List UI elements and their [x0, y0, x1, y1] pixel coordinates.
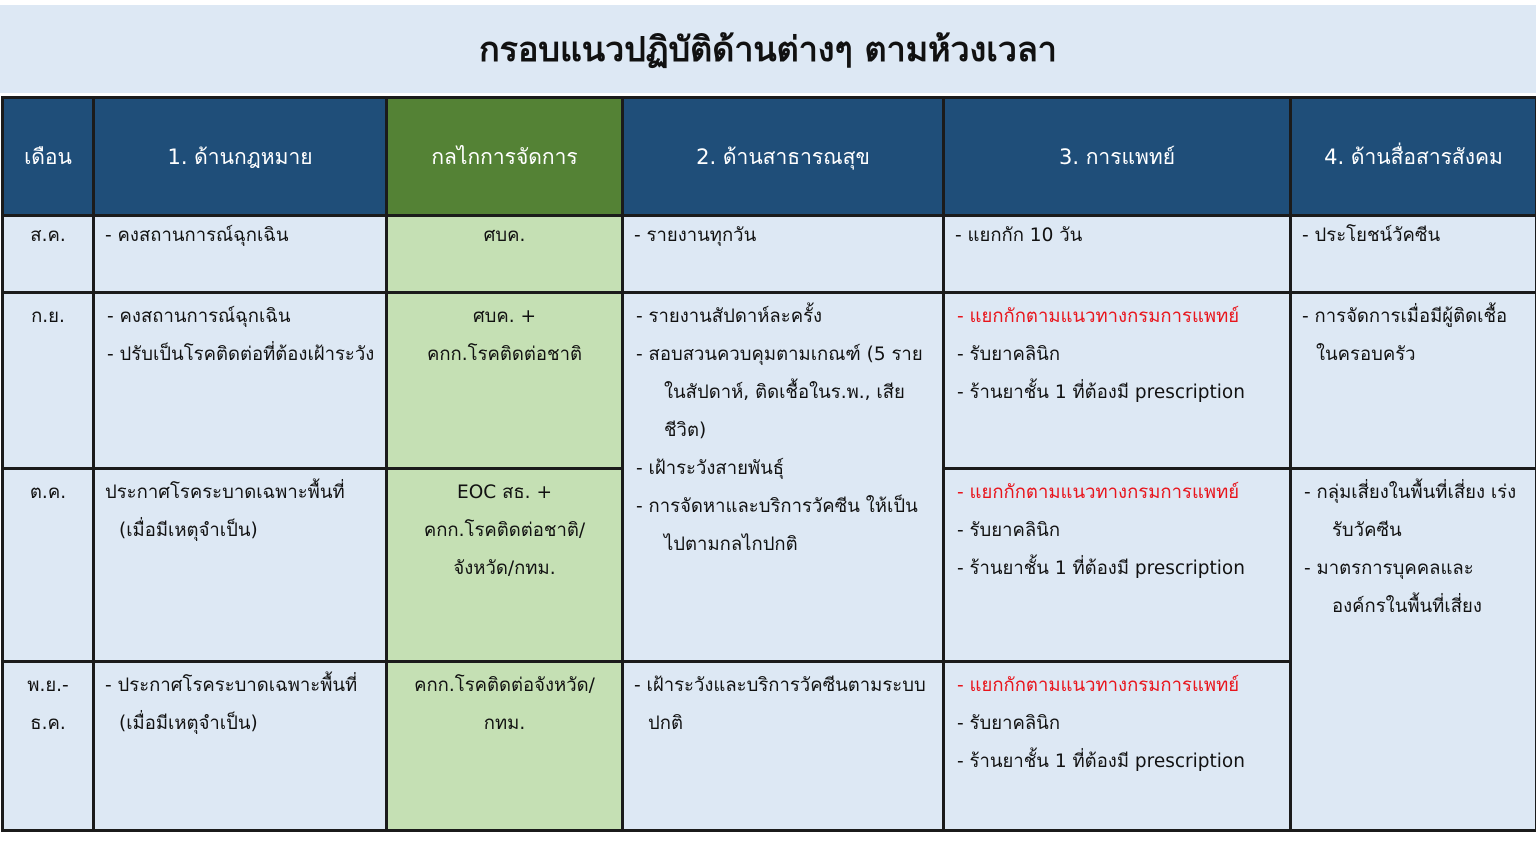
- public-health-item: - การจัดหาและบริการวัคซีน ให้เป็นไปตามกลไกปกติ: [636, 496, 918, 555]
- social-item: - ประโยชน์วัคซีน: [1302, 225, 1441, 246]
- public-health-cell: [623, 662, 944, 831]
- social-item: - มาตรการบุคคลและองค์กรในพื้นที่เสี่ยง: [1304, 558, 1482, 617]
- legal-cell: [94, 216, 387, 293]
- medical-cell: [944, 216, 1291, 293]
- public-health-item: - เฝ้าระวังและบริการวัคซีนตามระบบปกติ: [634, 675, 926, 734]
- month-cell: ส.ค.: [3, 216, 94, 293]
- medical-item: - รับยาคลินิก: [957, 520, 1061, 541]
- header-row: [3, 98, 1536, 216]
- month-cell: ก.ย.: [3, 293, 94, 469]
- header-mechanism: กลไกการจัดการ: [387, 98, 623, 216]
- public-health-item: - เฝ้าระวังสายพันธุ์: [636, 458, 785, 479]
- mechanism-cell: [387, 293, 623, 469]
- header-public-health: 2. ด้านสาธารณสุข: [623, 98, 944, 216]
- social-cell: [1291, 293, 1536, 469]
- header-social: 4. ด้านสื่อสารสังคม: [1291, 98, 1536, 216]
- header-medical: 3. การแพทย์: [944, 98, 1291, 216]
- legal-item: - คงสถานการณ์ฉุกเฉิน: [107, 306, 291, 327]
- header-legal: 1. ด้านกฎหมาย: [94, 98, 387, 216]
- legal-cell: [94, 662, 387, 831]
- table-row: [3, 293, 1536, 469]
- timeline-table: [1, 96, 1536, 832]
- social-item: - กลุ่มเสี่ยงในพื้นที่เสี่ยง เร่งรับวัคซีน: [1304, 482, 1517, 541]
- medical-item-highlight: - แยกกักตามแนวทางกรมการแพทย์: [957, 482, 1240, 503]
- public-health-item: - สอบสวนควบคุมตามเกณฑ์ (5 รายในสัปดาห์, ติดเชื้อในร.พ., เสียชีวิต): [636, 344, 923, 441]
- page-title: กรอบแนวปฏิบัติด้านต่างๆ ตามห้วงเวลา: [479, 30, 1057, 70]
- medical-item: - ร้านยาชั้น 1 ที่ต้องมี prescription: [957, 382, 1245, 403]
- mechanism-item: ศบค. +: [472, 306, 537, 327]
- medical-item-highlight: - แยกกักตามแนวทางกรมการแพทย์: [957, 306, 1240, 327]
- medical-item: - รับยาคลินิก: [957, 344, 1061, 365]
- mechanism-item: จังหวัด/กทม.: [453, 558, 556, 579]
- mechanism-cell: [387, 469, 623, 662]
- title-bar: [0, 5, 1536, 93]
- public-health-cell: [623, 216, 944, 293]
- table-row: [3, 216, 1536, 293]
- legal-item: ประกาศโรคระบาดเฉพาะพื้นที่ (เมื่อมีเหตุจำเป็น): [105, 482, 345, 541]
- public-health-item: - รายงานสัปดาห์ละครั้ง: [636, 306, 823, 327]
- medical-item: - แยกกัก 10 วัน: [955, 225, 1083, 246]
- medical-item: - รับยาคลินิก: [957, 713, 1061, 734]
- medical-item: - ร้านยาชั้น 1 ที่ต้องมี prescription: [957, 558, 1245, 579]
- legal-item: - ประกาศโรคระบาดเฉพาะพื้นที่ (เมื่อมีเหตุจำเป็น): [105, 675, 358, 734]
- medical-item-highlight: - แยกกักตามแนวทางกรมการแพทย์: [957, 675, 1240, 696]
- month-cell: พ.ย.-ธ.ค.: [3, 662, 94, 831]
- social-item: - การจัดการเมื่อมีผู้ติดเชื้อในครอบครัว: [1302, 306, 1508, 365]
- medical-cell: [944, 293, 1291, 469]
- mechanism-item: คกก.โรคติดต่อจังหวัด/: [414, 675, 595, 696]
- legal-item: - คงสถานการณ์ฉุกเฉิน: [105, 225, 289, 246]
- legal-cell: [94, 469, 387, 662]
- mechanism-item: ศบค.: [483, 225, 526, 246]
- header-month: เดือน: [3, 98, 94, 216]
- social-merged-cell: [1291, 469, 1536, 831]
- medical-item: - ร้านยาชั้น 1 ที่ต้องมี prescription: [957, 751, 1245, 772]
- legal-cell: [94, 293, 387, 469]
- mechanism-cell: [387, 662, 623, 831]
- mechanism-item: คกก.โรคติดต่อชาติ/: [423, 520, 586, 541]
- month-cell: ต.ค.: [3, 469, 94, 662]
- medical-cell: [944, 469, 1291, 662]
- legal-item: - ปรับเป็นโรคติดต่อที่ต้องเฝ้าระวัง: [107, 344, 375, 365]
- mechanism-item: คกก.โรคติดต่อชาติ: [426, 344, 583, 365]
- mechanism-cell: [387, 216, 623, 293]
- medical-cell: [944, 662, 1291, 831]
- public-health-merged-cell: [623, 293, 944, 662]
- public-health-item: - รายงานทุกวัน: [634, 225, 757, 246]
- mechanism-item: EOC สธ. +: [457, 482, 552, 503]
- social-cell: [1291, 216, 1536, 293]
- mechanism-item: กทม.: [483, 713, 526, 734]
